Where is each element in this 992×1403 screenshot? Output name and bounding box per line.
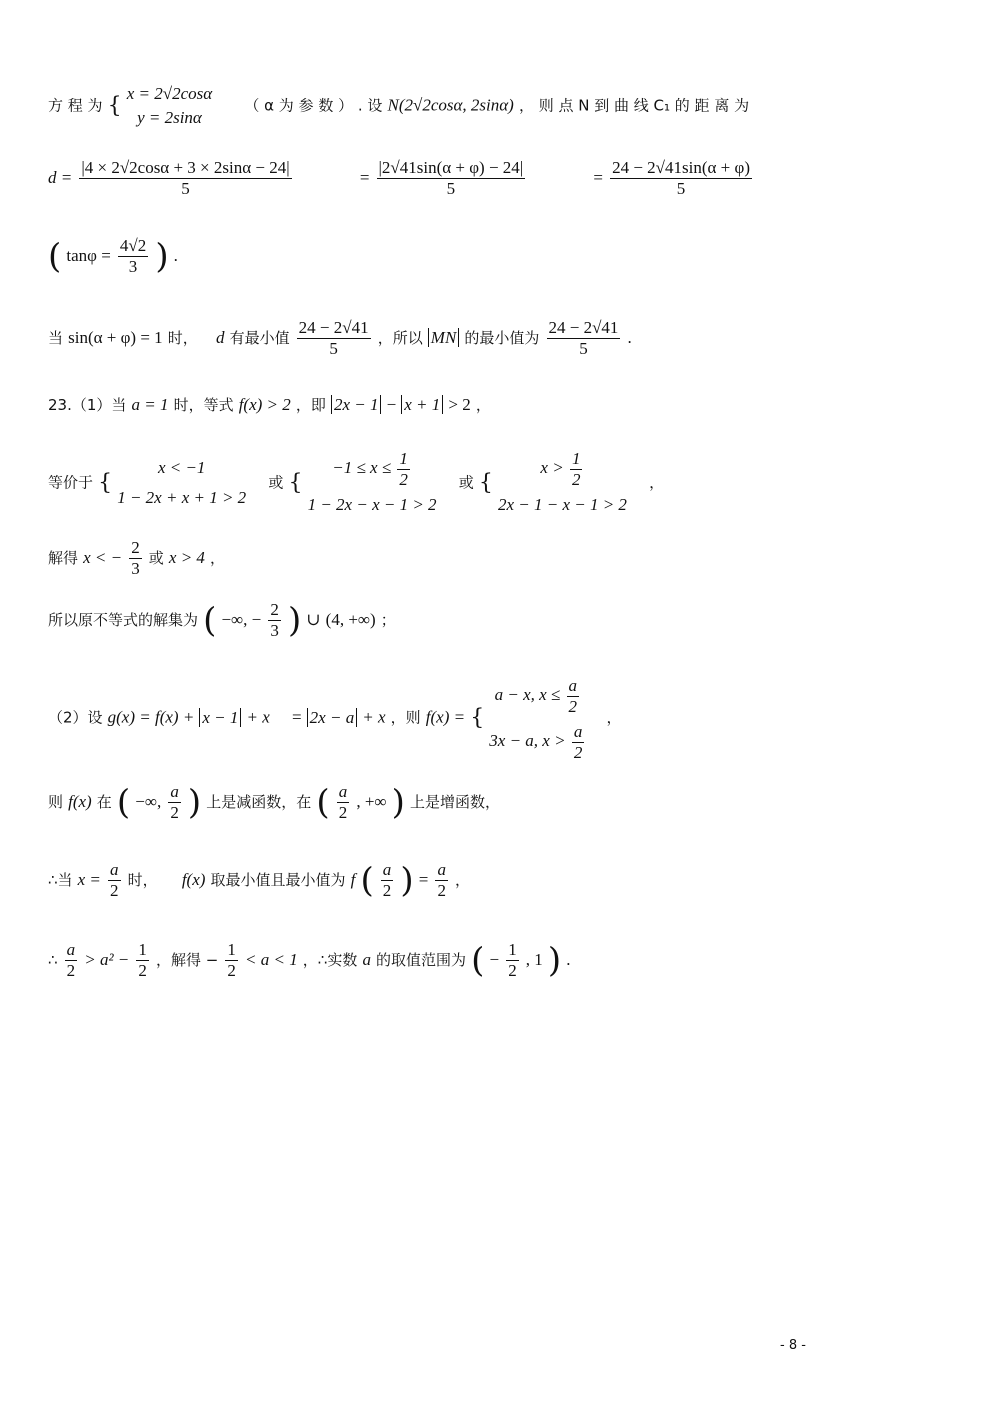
- system-bottom: y = 2sinα: [137, 108, 202, 127]
- page-number: - 8 -: [780, 1338, 806, 1353]
- line-solution-set: 所以原不等式的解集为 ( −∞, − $\frac{2}{3}$ ) ∪ (4, +∞) ；: [48, 600, 396, 641]
- line-q23-part2: （2）设 g(x) = f(x) + x − 1 + x = 2x − a + x ，则 f(x) = { a − x, x ≤ $\frac{a}{2}$ 3x − a, x > $\frac{a}{2}$ ，: [48, 672, 622, 764]
- system-3: x > $\frac{1}{2}$ 2x − 1 − x − 1 > 2: [497, 448, 627, 514]
- point-n: N(2√2cosα, 2sinα): [387, 95, 514, 115]
- param-system: [127, 82, 212, 130]
- mn-abs: MN: [428, 328, 460, 347]
- min-value-fraction: $\frac{24 - 2√41}{5}$: [298, 318, 369, 358]
- system-1: x < −1 1 − 2x + x + 1 > 2: [117, 458, 247, 507]
- line-q23-part1: 23.（1）当 a = 1 时，等式 f(x) > 2 ，即 2x − 1 − x + 1 > 2 ，: [48, 395, 491, 414]
- system-2: −1 ≤ x ≤ $\frac{1}{2}$ 1 − 2x − x − 1 > 2: [307, 448, 437, 514]
- fraction-1-denominator: 5: [181, 179, 190, 198]
- tan-denominator: 3: [128, 257, 138, 276]
- abs-2x-minus-1: 2x − 1: [331, 395, 382, 414]
- fraction-2-numerator: |2√41sin(α + φ) − 24|: [378, 158, 524, 177]
- line-monotonicity: 则 f(x) 在 ( −∞, $\frac{a}{2}$ ) 上是减函数，在 ( $\frac{a}{2}$ , +∞ ) 上是增函数，: [48, 782, 501, 823]
- text-prefix: 方 程 为: [48, 96, 103, 115]
- line-equivalent-systems: 等价于 { x < −1 1 − 2x + x + 1 > 2 或 { −1 ≤ x ≤ $\frac{1}{2}$ 1 − 2x − x − 1 > 2 或 { x > $\frac{1}{2}$ 2x − 1 − x − 1 > 2 ，: [48, 446, 664, 520]
- line-range-of-a: ∴ $\frac{a}{2}$ > a² − $\frac{1}{2}$ ，解得 − $\frac{1}{2}$ < a < 1 ，∴实数 a 的取值范围为 ( − $\frac{1}{2}$ , 1 ) .: [48, 940, 571, 981]
- piecewise-system: a − x, x ≤ $\frac{a}{2}$ 3x − a, x > $\frac{a}{2}$: [489, 675, 583, 762]
- mn-min-fraction: $\frac{24 - 2√41}{5}$: [548, 318, 619, 358]
- fraction-1: [79, 158, 291, 199]
- tan-numerator: 4√2: [119, 236, 147, 255]
- tan-fraction: [118, 236, 148, 277]
- equals-3: =: [593, 168, 603, 187]
- abs-x-plus-1: x + 1: [401, 395, 443, 414]
- line-min-point: ∴当 x = $\frac{a}{2}$ 时， f(x) 取最小值且最小值为 f ( $\frac{a}{2}$ ) = $\frac{a}{2}$ ，: [48, 860, 471, 901]
- line-param-equation: [48, 82, 749, 130]
- line-distance: [48, 158, 754, 199]
- text-param-note: （ α 为 参 数 ） . 设: [244, 96, 383, 115]
- line-tan-phi: ( tanφ = $\frac{4√2}{3}$ ) .: [48, 236, 178, 277]
- equals-2: =: [359, 168, 370, 187]
- fraction-3: [610, 158, 752, 199]
- d-label: d =: [48, 168, 73, 187]
- system-top: x = 2√2cosα: [126, 84, 213, 103]
- condition: sin(α + φ) = 1: [68, 328, 163, 347]
- fraction-1-numerator: |4 × 2√2cosα + 3 × 2sinα − 24|: [81, 158, 290, 177]
- left-brace: {: [107, 93, 122, 119]
- fraction-3-numerator: 24 − 2√41sin(α + φ): [612, 158, 750, 177]
- fraction-2-denominator: 5: [446, 179, 456, 198]
- tan-label: tanφ =: [66, 246, 111, 265]
- fraction-3-denominator: 5: [676, 179, 686, 198]
- text-tail: ， 则 点 N 到 曲 线 C₁ 的 距 离 为: [518, 96, 750, 115]
- line-min-value: 当 sin(α + φ) = 1 时， d 有最小值 $\frac{24 - 2√41}{5}$ ，所以 MN 的最小值为 $\frac{24 - 2√41}{5}$ .: [48, 318, 632, 358]
- fraction-2: [377, 158, 526, 199]
- line-solution: 解得 x < − $\frac{2}{3}$ 或 x > 4 ，: [48, 538, 226, 578]
